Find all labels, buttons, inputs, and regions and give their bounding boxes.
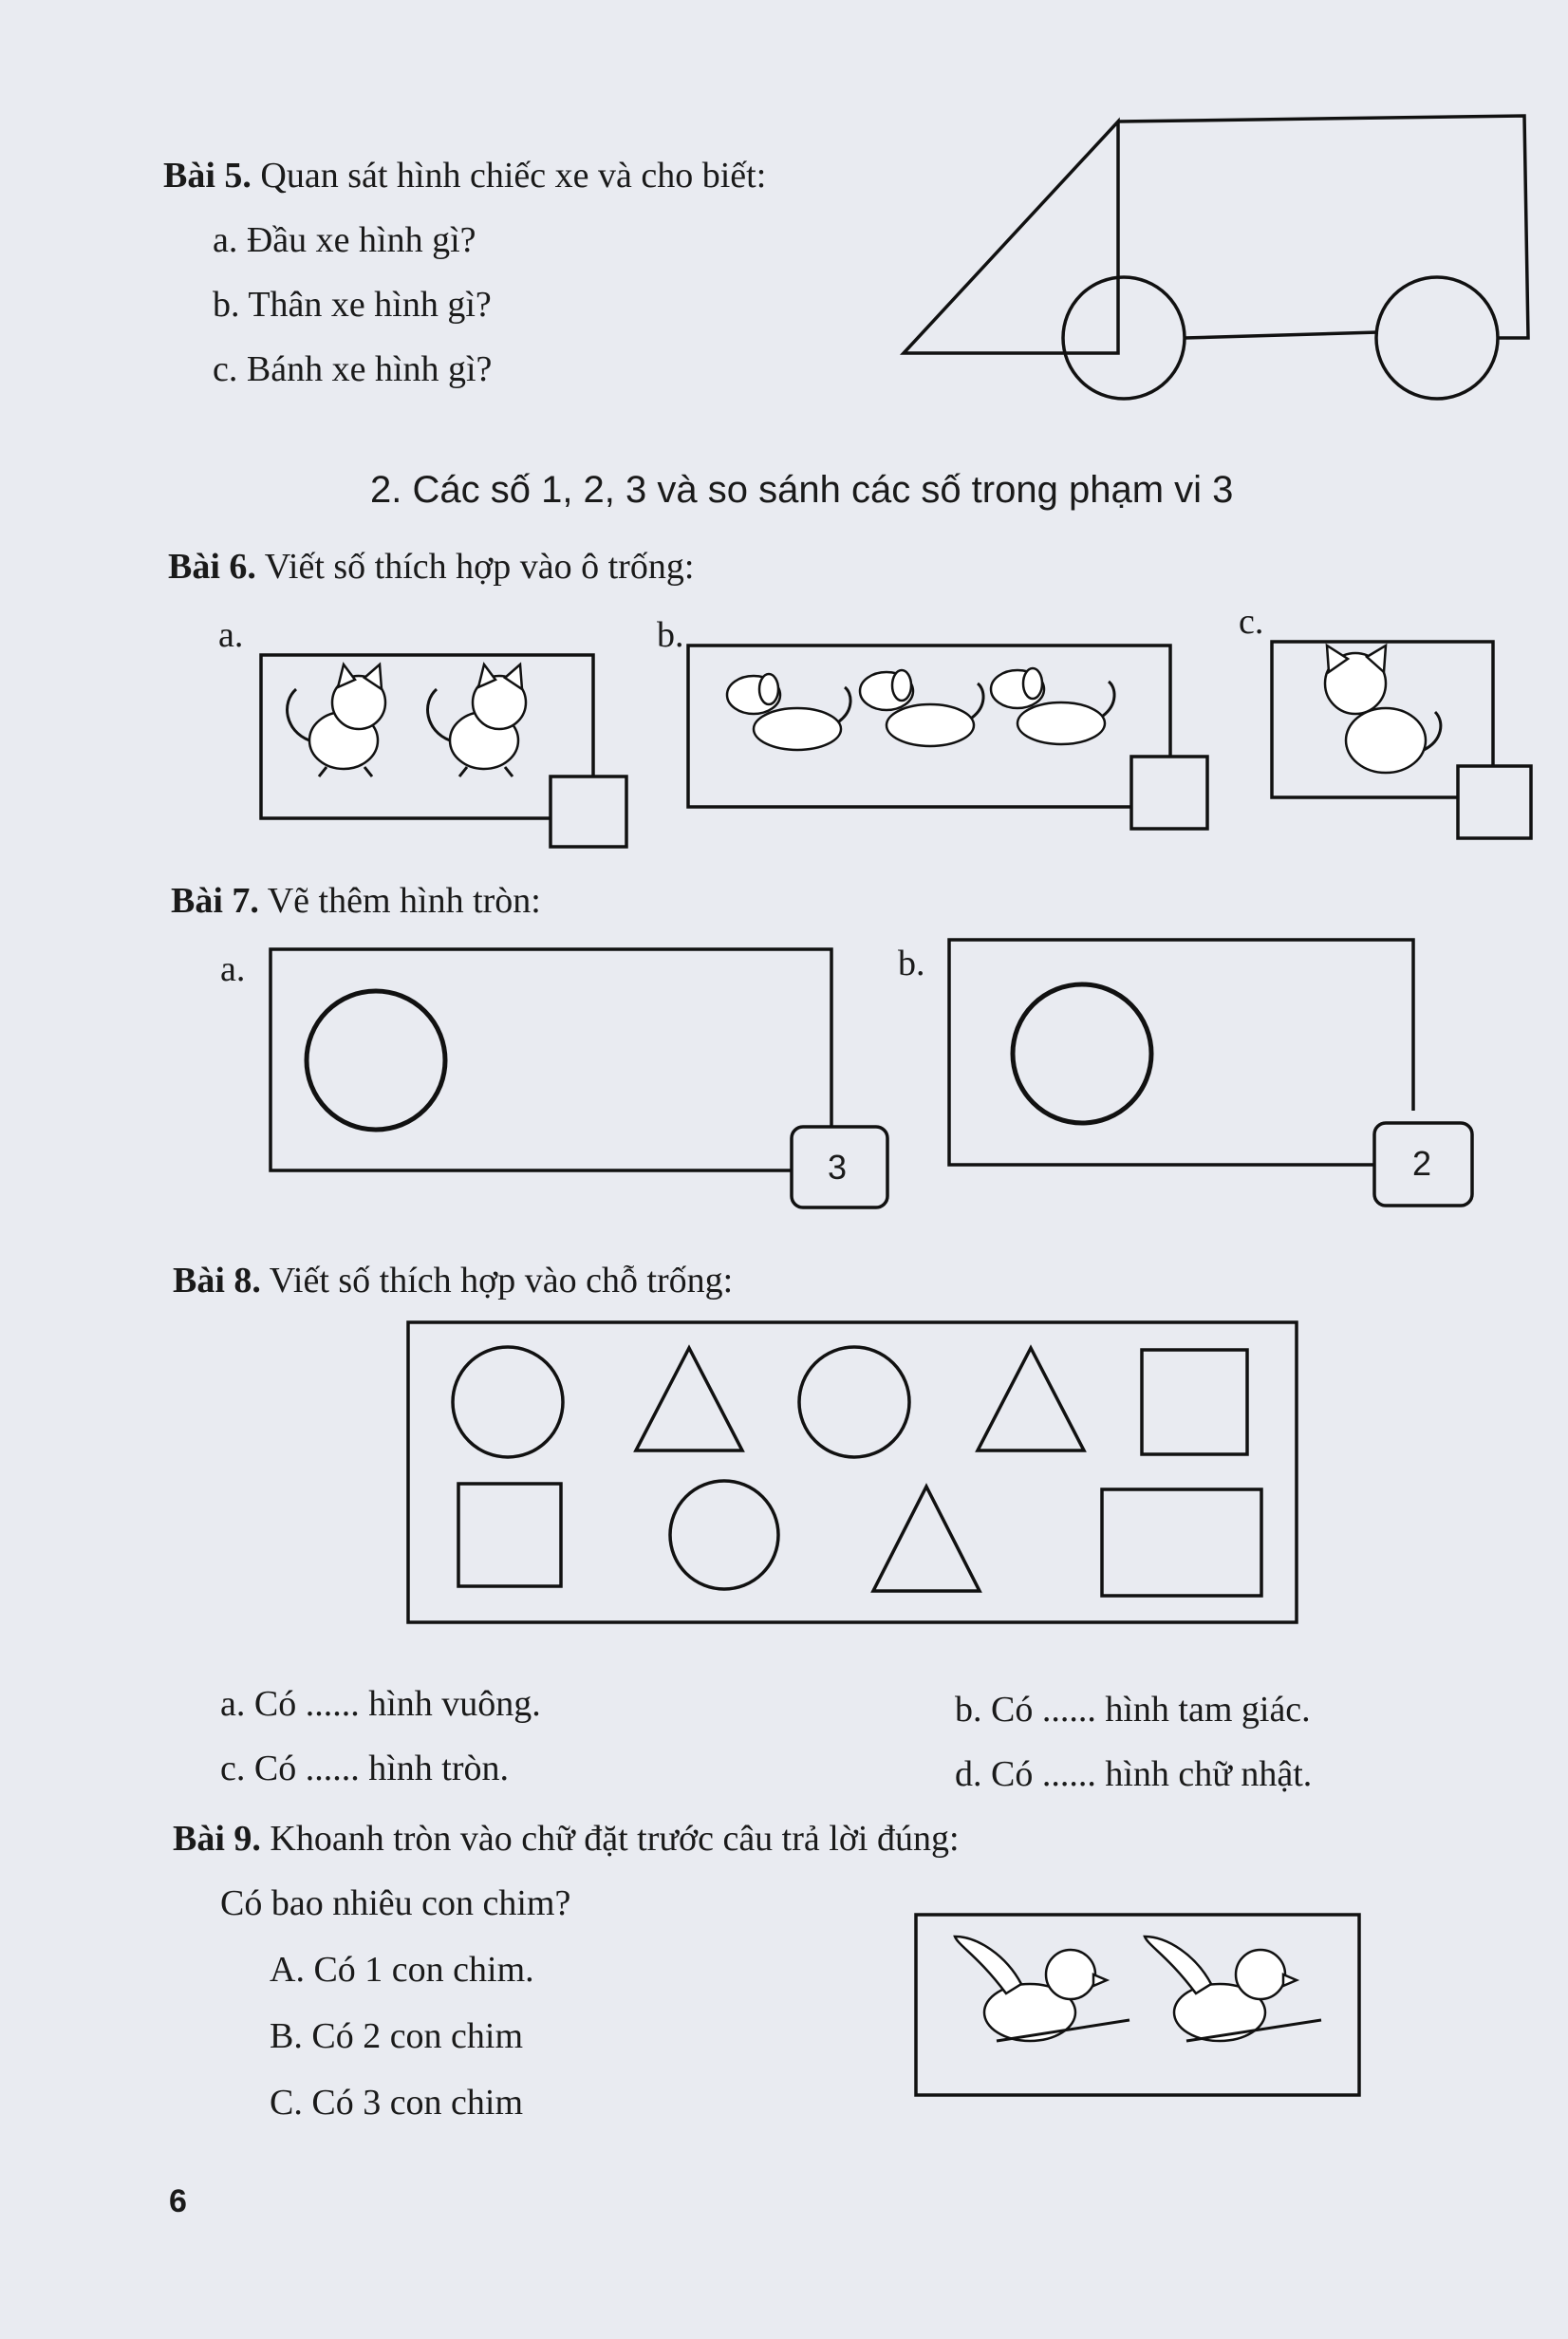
dog-icon (991, 668, 1114, 744)
bai7-label-a: a. (220, 949, 246, 989)
bai6-box-c (1272, 642, 1531, 838)
bai6-box-a (261, 655, 626, 847)
bai7-circle-b (1013, 984, 1151, 1123)
bai5-question-a: a. Đầu xe hình gì? (213, 220, 476, 260)
bai7-prompt: Vẽ thêm hình tròn: (267, 881, 541, 921)
car-bottom-line-mid (1185, 332, 1378, 338)
bai8-frame (408, 1322, 1297, 1622)
triangle-shape (978, 1348, 1084, 1450)
car-head-triangle (904, 122, 1118, 353)
cat-icon (428, 664, 526, 777)
page-number: 6 (169, 2183, 187, 2219)
bai7-line (171, 883, 541, 919)
bai7-circle-a (307, 991, 445, 1130)
bai7-number-b: 2 (1412, 1144, 1432, 1183)
dog-icon (727, 674, 850, 750)
bai6-box-b (688, 646, 1207, 829)
bai7-frame-b (949, 940, 1413, 1165)
triangle-shape (873, 1487, 980, 1591)
section-heading: 2. Các số 1, 2, 3 và so sánh các số trong phạm vi 3 (370, 469, 1234, 511)
bai6-prompt: Viết số thích hợp vào ô trống: (264, 547, 695, 587)
bai9-option-a[interactable]: A. Có 1 con chim. (270, 1950, 534, 1990)
car-body-rectangle (1118, 116, 1528, 338)
bai8-shape-panel (408, 1322, 1297, 1622)
bai9-prompt: Khoanh tròn vào chữ đặt trước câu trả lời đúng: (270, 1819, 960, 1859)
bai9-question: Có bao nhiêu con chim? (220, 1883, 571, 1923)
bai7-label-b: b. (898, 944, 925, 983)
bai6-label-b: b. (657, 615, 684, 655)
car-wheel-back (1376, 277, 1498, 399)
bai9-option-c[interactable]: C. Có 3 con chim (270, 2083, 524, 2123)
cat-icon (288, 664, 385, 777)
bai6-title: Bài 6. (168, 547, 256, 587)
bai6-answer-box-a[interactable] (551, 777, 626, 847)
bai8-title: Bài 8. (173, 1261, 261, 1300)
bai9-option-b[interactable]: B. Có 2 con chim (270, 2016, 524, 2056)
bai8-prompt: Viết số thích hợp vào chỗ trống: (269, 1261, 734, 1300)
square-shape (458, 1484, 561, 1586)
bai8-answer-d: d. Có ...... hình chữ nhật. (955, 1754, 1313, 1794)
bai7-number-a: 3 (828, 1148, 848, 1187)
bai5-title: Bài 5. (163, 156, 252, 196)
square-shape (1142, 1350, 1247, 1454)
bai9-line (173, 1821, 960, 1857)
bai5-question-c: c. Bánh xe hình gì? (213, 349, 493, 389)
bai7-title: Bài 7. (171, 881, 259, 921)
triangle-shape (636, 1348, 742, 1450)
bai6-answer-box-c[interactable] (1458, 766, 1531, 838)
car-figure (904, 116, 1528, 399)
bai9-frame (916, 1915, 1359, 2095)
bai8-answer-c: c. Có ...... hình tròn. (220, 1749, 509, 1788)
bai9-title: Bài 9. (173, 1819, 261, 1859)
bai9-picture (916, 1915, 1359, 2095)
rectangle-shape (1102, 1489, 1261, 1596)
bai8-answer-b: b. Có ...... hình tam giác. (955, 1690, 1311, 1730)
bird-icon (955, 1937, 1129, 2041)
bai5-question-b: b. Thân xe hình gì? (213, 285, 492, 325)
bai8-line (173, 1263, 733, 1299)
bai7-box-a (271, 949, 887, 1207)
circle-shape (453, 1347, 563, 1457)
bai7-box-b (949, 940, 1472, 1206)
bai5-prompt: Quan sát hình chiếc xe và cho biết: (260, 156, 767, 196)
bai6-label-a: a. (218, 615, 244, 655)
dog-icon (860, 670, 983, 746)
car-wheel-front (1063, 277, 1185, 399)
kitten-icon (1325, 646, 1441, 773)
bai6-line (168, 549, 694, 585)
bai8-answer-a: a. Có ...... hình vuông. (220, 1684, 541, 1724)
bai6-answer-box-b[interactable] (1131, 757, 1207, 829)
circle-shape (670, 1481, 778, 1589)
circle-shape (799, 1347, 909, 1457)
bai7-frame-a (271, 949, 831, 1170)
bird-icon (1145, 1937, 1321, 2041)
bai6-label-c: c. (1239, 602, 1264, 642)
